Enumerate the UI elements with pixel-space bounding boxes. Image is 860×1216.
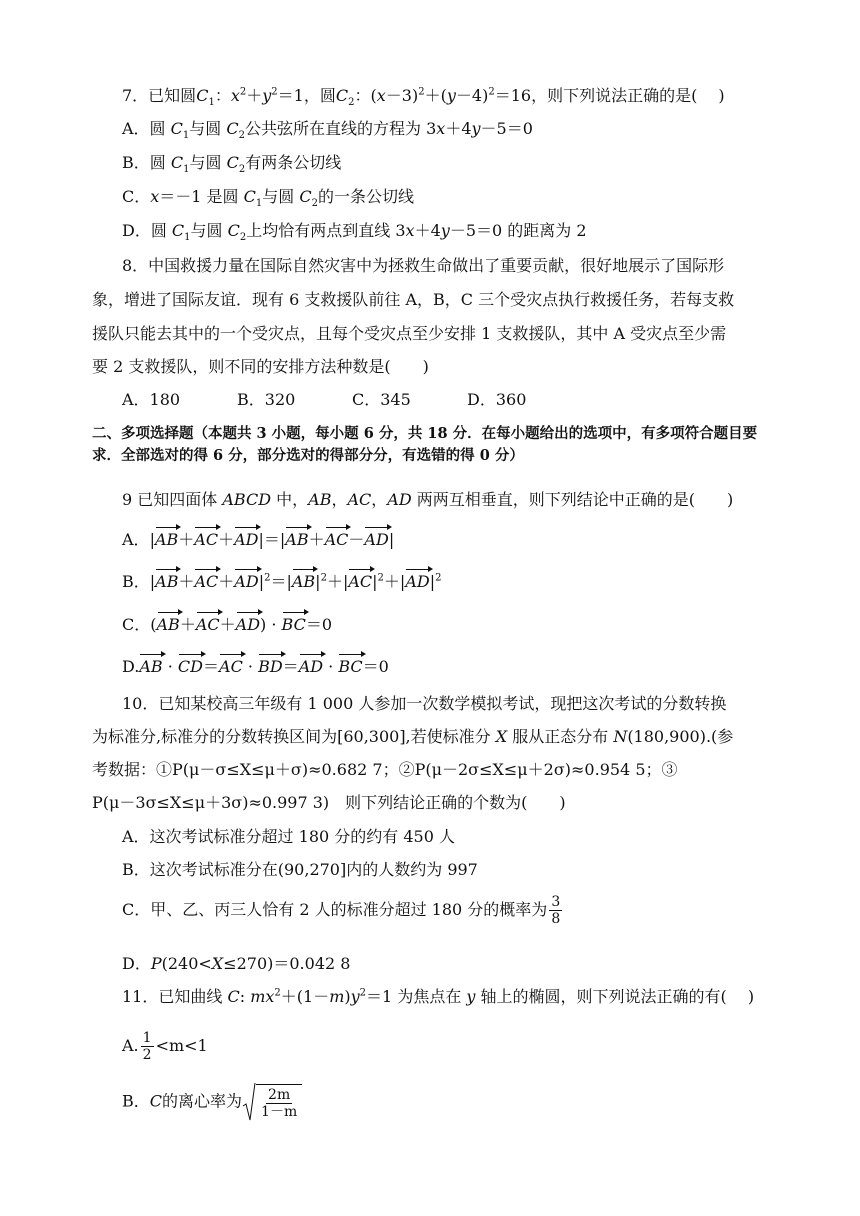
square-root-expression [242, 1082, 302, 1122]
q10-option-b: B．这次考试标准分在(90,270]内的人数约为 997 [122, 860, 478, 879]
q9-option-b: B．$|AB+AC+AD|^2=|AB|^2+|AC|^2+|AD|^2$ [122, 572, 442, 591]
q11-stem: 11．已知曲线 C: $mx^2+(1-m)y^2=1$ 为焦点在 y 轴上的椭圆，则下列说法正确的有( ) [122, 987, 755, 1006]
q9-option-c: C．(AB＋AC＋AD) · BC＝0 [122, 615, 333, 634]
q8-line-2: 象，增进了国际友谊．现有 6 支救援队前往 A，B，C 三个受灾点执行救援任务，若每支救 [92, 290, 735, 309]
section-2-header-line-1: 二、多项选择题（本题共 3 小题，每小题 6 分，共 18 分．在每小题给出的选项中，有多项符合题目要 [92, 425, 758, 442]
fraction-three-eighths: $\frac{3}{8}$ [551, 894, 561, 927]
q10-line-1: 10．已知某校高三年级有 1 000 人参加一次数学模拟考试，现把这次考试的分数转换 [122, 694, 727, 713]
q7-option-b: B．圆 $C_1$与圆 $C_2$有两条公切线 [122, 153, 342, 176]
q10-line-3: 考数据：①P(μ－σ≤X≤μ＋σ)≈0.682 7；②P(μ－2σ≤X≤μ＋2σ)≈0.954 5；③ [92, 760, 678, 779]
q11-option-b: B．C的离心率为 $\frac{2m}{1-m}$ [122, 1082, 302, 1122]
q9-option-d: D.AB · CD＝AC · BD＝AD · BC＝0 [122, 657, 389, 676]
q8-line-1: 8．中国救援力量在国际自然灾害中为拯救生命做出了重要贡献，很好地展示了国际形 [122, 256, 725, 275]
q10-option-d: D．P(240<X≤270)＝0.042 8 [122, 954, 351, 973]
fraction-one-half: $\frac{1}{2}$ [142, 1030, 152, 1063]
q7-option-d: D．圆 $C_1$与圆 $C_2$上均恰有两点到直线 3x＋4y－5＝0 的距离为 2 [122, 221, 587, 244]
q8-choice-c: C．345 [352, 390, 411, 409]
section-2-header-line-2: 求．全部选对的得 6 分，部分选对的得部分分，有选错的得 0 分） [92, 447, 524, 464]
q9-stem: 9 已知四面体 ABCD 中，AB，AC，AD 两两互相垂直，则下列结论中正确的是( ) [122, 490, 734, 509]
q7-stem: 7．已知圆$C_1$：$x^2+y^2=1$，圆$C_2$：$(x-3)^2+(y-4)^2=16$，则下列说法正确的是( ) [122, 86, 725, 109]
q11-option-a: A. $\frac{1}{2}$ <m<1 [122, 1030, 208, 1063]
q8-choices [122, 389, 582, 411]
q8-choice-a: A．180 [122, 390, 181, 409]
q10-line-2: 为标准分,标准分的分数转换区间为[60,300],若使标准分 X 服从正态分布 N(180,900).(参 [92, 727, 734, 746]
q8-choice-b: B．320 [237, 390, 296, 409]
q8-line-4: 要 2 支救援队，则不同的安排方法种数是( ) [92, 357, 429, 376]
q8-choice-d: D．360 [467, 390, 527, 409]
q10-line-4: P(μ－3σ≤X≤μ＋3σ)≈0.997 3) 则下列结论正确的个数为( ) [92, 793, 566, 812]
q10-option-a: A．这次考试标准分超过 180 分的约有 450 人 [122, 827, 455, 846]
q7-option-c: C．x＝－1 是圆 $C_1$与圆 $C_2$的一条公切线 [122, 187, 414, 210]
q9-option-a: A．|AB＋AC＋AD|＝|AB＋AC－AD| [122, 530, 395, 549]
q8-line-3: 援队只能去其中的一个受灾点，且每个受灾点至少安排 1 支救援队，其中 A 受灾点至少需 [92, 324, 727, 343]
radical-sign-icon [242, 1082, 256, 1122]
fraction-eccentricity: $\frac{2m}{1-m}$ [261, 1087, 298, 1120]
q7-option-a: A．圆 $C_1$与圆 $C_2$公共弦所在直线的方程为 3x＋4y－5＝0 [122, 119, 533, 142]
q10-option-c: C．甲、乙、丙三人恰有 2 人的标准分超过 180 分的概率为 $\frac{3}{8}$ [122, 894, 561, 927]
